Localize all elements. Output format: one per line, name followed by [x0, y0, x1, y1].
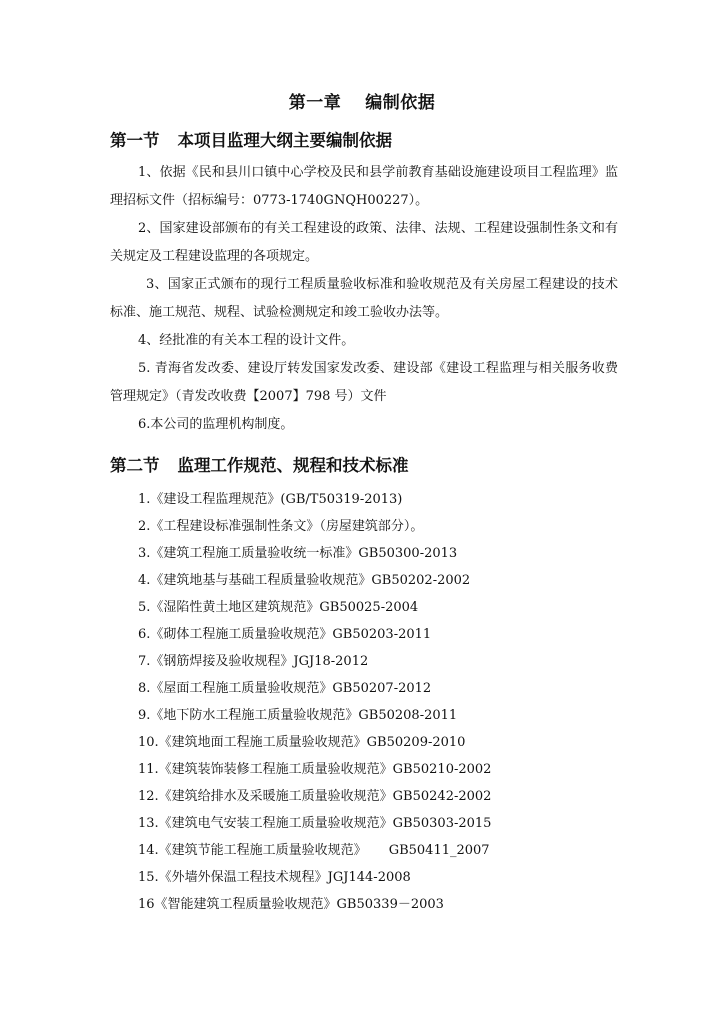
standard-item: 7.《钢筋焊接及验收规程》JGJ18-2012 — [138, 654, 369, 669]
basis-paragraph: 3、国家正式颁布的现行工程质量验收标准和验收规范及有关房屋工程建设的技术标准、施工规范、规程、试验检测规定和竣工验收办法等。 — [110, 277, 618, 320]
standard-item: 6.《砌体工程施工质量验收规范》GB50203-2011 — [138, 627, 432, 642]
standard-item: 16《智能建筑工程质量验收规范》GB50339－2003 — [138, 897, 444, 912]
basis-paragraph: 2、国家建设部颁布的有关工程建设的政策、法律、法规、工程建设强制性条文和有关规定及工程建设监理的各项规定。 — [110, 221, 618, 264]
section-number: 第二节 — [110, 456, 160, 475]
standard-item: 9.《地下防水工程施工质量验收规范》GB50208-2011 — [138, 708, 458, 723]
standard-item: 3.《建筑工程施工质量验收统一标准》GB50300-2013 — [138, 546, 458, 561]
section-heading-1 — [110, 127, 392, 151]
standard-item: 15.《外墙外保温工程技术规程》JGJ144-2008 — [138, 870, 411, 885]
standard-item-text: 14.《建筑节能工程施工质量验收规范》 — [138, 843, 367, 858]
basis-paragraph: 6.本公司的监理机构制度。 — [138, 417, 294, 432]
standard-item: 8.《屋面工程施工质量验收规范》GB50207-2012 — [138, 681, 432, 696]
standard-item: 11.《建筑装饰装修工程施工质量验收规范》GB50210-2002 — [138, 762, 492, 777]
standard-item: 5.《湿陷性黄土地区建筑规范》GB50025-2004 — [138, 600, 419, 615]
basis-paragraph: 4、经批准的有关本工程的设计文件。 — [138, 333, 355, 348]
section-title: 本项目监理大纲主要编制依据 — [177, 131, 392, 150]
standard-item-code: GB50411_2007 — [388, 843, 490, 858]
section-title: 监理工作规范、规程和技术标准 — [177, 456, 409, 475]
standard-item: 12.《建筑给排水及采暖施工质量验收规范》GB50242-2002 — [138, 789, 492, 804]
chapter-title: 第一章 编制依据 — [288, 93, 436, 113]
basis-paragraph: 1、依据《民和县川口镇中心学校及民和县学前教育基础设施建设项目工程监理》监理招标文件（招标编号：0773-1740GNQH00227）。 — [110, 165, 618, 208]
section-heading-2 — [110, 452, 409, 476]
standard-item: 1.《建设工程监理规范》(GB/T50319-2013) — [138, 492, 403, 507]
basis-paragraph: 5. 青海省发改委、建设厅转发国家发改委、建设部《建设工程监理与相关服务收费管理规定》（青发改收费【2007】798 号）文件 — [110, 361, 618, 404]
standard-item: 13.《建筑电气安装工程施工质量验收规范》GB50303-2015 — [138, 816, 492, 831]
section-number: 第一节 — [110, 131, 160, 150]
standard-item: 10.《建筑地面工程施工质量验收规范》GB50209-2010 — [138, 735, 466, 750]
standard-item: 4.《建筑地基与基础工程质量验收规范》GB50202-2002 — [138, 573, 471, 588]
standard-item — [138, 841, 490, 861]
standard-item: 2.《工程建设标准强制性条文》（房屋建筑部分）。 — [138, 519, 424, 534]
